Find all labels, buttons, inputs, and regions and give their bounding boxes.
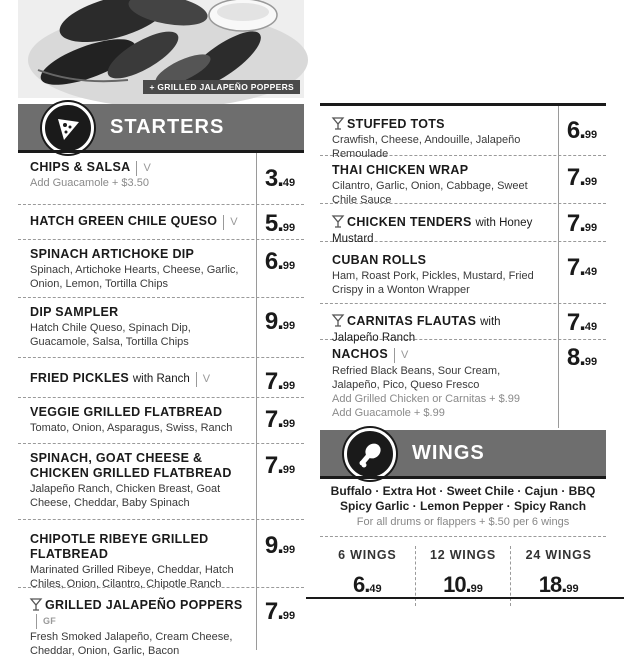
item-price: 7.99 (566, 210, 598, 237)
item-description: Refried Black Beans, Sour Cream, Jalapeño, Pico, Queso Fresco (332, 365, 501, 391)
item-description: Cilantro, Garlic, Onion, Cabbage, Sweet Chile Sauce (332, 180, 528, 206)
martini-glass-icon (332, 117, 344, 130)
item-description: Marinated Grilled Ribeye, Cheddar, Hatch Chiles, Onion, Cilantro, Chipotle Ranch (30, 564, 234, 590)
menu-item-cuban-rolls (320, 242, 606, 304)
wings-bottom-rule (306, 597, 624, 599)
item-name: CHICKEN TENDERS (347, 215, 472, 229)
item-price: 6.99 (264, 248, 296, 275)
item-price: 7.49 (566, 254, 598, 281)
wing-size-price: 10.99 (443, 572, 483, 597)
wing-size-price: 6.49 (353, 572, 382, 597)
menu-item-jalapeno-poppers (18, 588, 304, 657)
wings-section (320, 484, 606, 597)
item-description: Ham, Roast Pork, Pickles, Mustard, Fried Crispy in a Wonton Wrapper (332, 270, 534, 296)
wings-header (320, 430, 606, 476)
item-name: SPINACH, GOAT CHEESE & CHICKEN GRILLED FLATBREAD (30, 451, 232, 480)
vegetarian-badge: V (136, 161, 151, 176)
item-name: HATCH GREEN CHILE QUESO (30, 214, 218, 228)
item-price: 3.49 (264, 165, 296, 192)
wing-size-label: 12 WINGS (429, 548, 497, 562)
menu-item-carnitas-flautas (320, 304, 606, 344)
menu-item-spinach-dip (18, 240, 304, 298)
starters-header (18, 104, 304, 150)
menu-item-veggie-flatbread (18, 398, 304, 444)
starters-list (18, 153, 304, 657)
item-price: 7.99 (264, 368, 296, 395)
item-price: 8.99 (566, 344, 598, 371)
item-description: Hatch Chile Queso, Spinach Dip, Guacamole, Salsa, Tortilla Chips (30, 322, 191, 348)
martini-glass-icon (332, 314, 344, 327)
wing-size-label: 6 WINGS (338, 548, 397, 562)
item-addon: Add Guacamole + $.99 (332, 407, 445, 419)
menu-item-fried-pickles (18, 358, 304, 398)
item-description: Crawfish, Cheese, Andouille, Jalapeño Remoulade (332, 134, 521, 160)
wings-divider (320, 536, 606, 537)
wing-flavors-line-1: Buffalo · Extra Hot · Sweet Chile · Cajun · BBQ (330, 484, 596, 498)
wing-flavors-line-2: Spicy Garlic · Lemon Pepper · Spicy Ranch (339, 499, 587, 513)
item-description: Fresh Smoked Jalapeño, Cream Cheese, Cheddar, Onion, Garlic, Bacon (30, 631, 233, 657)
item-addon: Add Grilled Chicken or Carnitas + $.99 (332, 393, 521, 405)
menu-item-chicken-tenders (320, 204, 606, 245)
menu-item-thai-wrap (320, 156, 606, 204)
item-name: DIP SAMPLER (30, 305, 119, 319)
vegetarian-badge: V (196, 372, 211, 387)
item-price: 9.99 (264, 308, 296, 335)
item-price: 7.49 (566, 309, 598, 336)
item-price: 7.99 (264, 452, 296, 479)
item-addon: Add Guacamole + $3.50 (30, 177, 149, 189)
wings-header-rule (320, 476, 606, 479)
menu-item-chips-salsa (18, 153, 304, 205)
item-name: CUBAN ROLLS (332, 253, 427, 267)
item-name: VEGGIE GRILLED FLATBREAD (30, 405, 223, 419)
wings-badge (344, 428, 396, 480)
photo-caption: + GRILLED JALAPEÑO POPPERS (143, 80, 300, 94)
vegetarian-badge: V (394, 348, 409, 363)
vegetarian-badge: V (223, 215, 238, 230)
item-subtitle: with Jalapeño Ranch (332, 316, 501, 344)
menu-item-hatch-queso (18, 205, 304, 240)
nacho-chip-icon (53, 113, 83, 143)
drumstick-icon (355, 439, 385, 469)
menu-item-dip-sampler (18, 298, 304, 358)
item-name: CARNITAS FLAUTAS (347, 314, 477, 328)
item-price: 9.99 (264, 532, 296, 559)
item-name: FRIED PICKLES (30, 371, 130, 385)
wing-size-price: 18.99 (538, 572, 579, 597)
wing-flavors-note: For all drums or flappers + $.50 per 6 wings (356, 516, 570, 528)
item-description: Tomato, Onion, Asparagus, Swiss, Ranch (30, 422, 233, 434)
item-description: Jalapeño Ranch, Chicken Breast, Goat Cheese, Cheddar, Baby Spinach (30, 483, 221, 509)
food-photo (18, 0, 304, 98)
martini-glass-icon (332, 215, 344, 228)
item-name: SPINACH ARTICHOKE DIP (30, 247, 195, 261)
menu-item-ribeye-flatbread (18, 520, 304, 588)
item-subtitle: with Ranch (132, 373, 190, 385)
menu-item-goat-cheese-flatbread (18, 444, 304, 520)
starters-title: STARTERS (110, 115, 225, 138)
starters-badge (42, 102, 94, 154)
item-price: 7.99 (264, 598, 296, 625)
item-price: 6.99 (566, 117, 598, 144)
item-name: THAI CHICKEN WRAP (332, 163, 469, 177)
item-subtitle: with Honey Mustard (332, 217, 533, 245)
item-name: GRILLED JALAPEÑO POPPERS (45, 598, 243, 612)
menu-item-nachos (320, 340, 606, 428)
right-menu-list (320, 106, 606, 428)
item-price: 5.99 (264, 210, 296, 237)
item-name: NACHOS (332, 347, 388, 361)
item-name: STUFFED TOTS (347, 117, 445, 131)
item-description: Spinach, Artichoke Hearts, Cheese, Garlic, Onion, Lemon, Tortilla Chips (30, 264, 239, 290)
item-price: 7.99 (566, 164, 598, 191)
menu-item-stuffed-tots (320, 106, 606, 160)
item-name: CHIPS & SALSA (30, 160, 131, 174)
item-name: CHIPOTLE RIBEYE GRILLED FLATBREAD (30, 532, 209, 561)
wings-title: WINGS (412, 441, 485, 464)
item-price: 7.99 (264, 406, 296, 433)
wing-size-label: 24 WINGS (525, 548, 592, 562)
gluten-free-badge: GF (36, 614, 56, 629)
martini-glass-icon (30, 598, 42, 611)
